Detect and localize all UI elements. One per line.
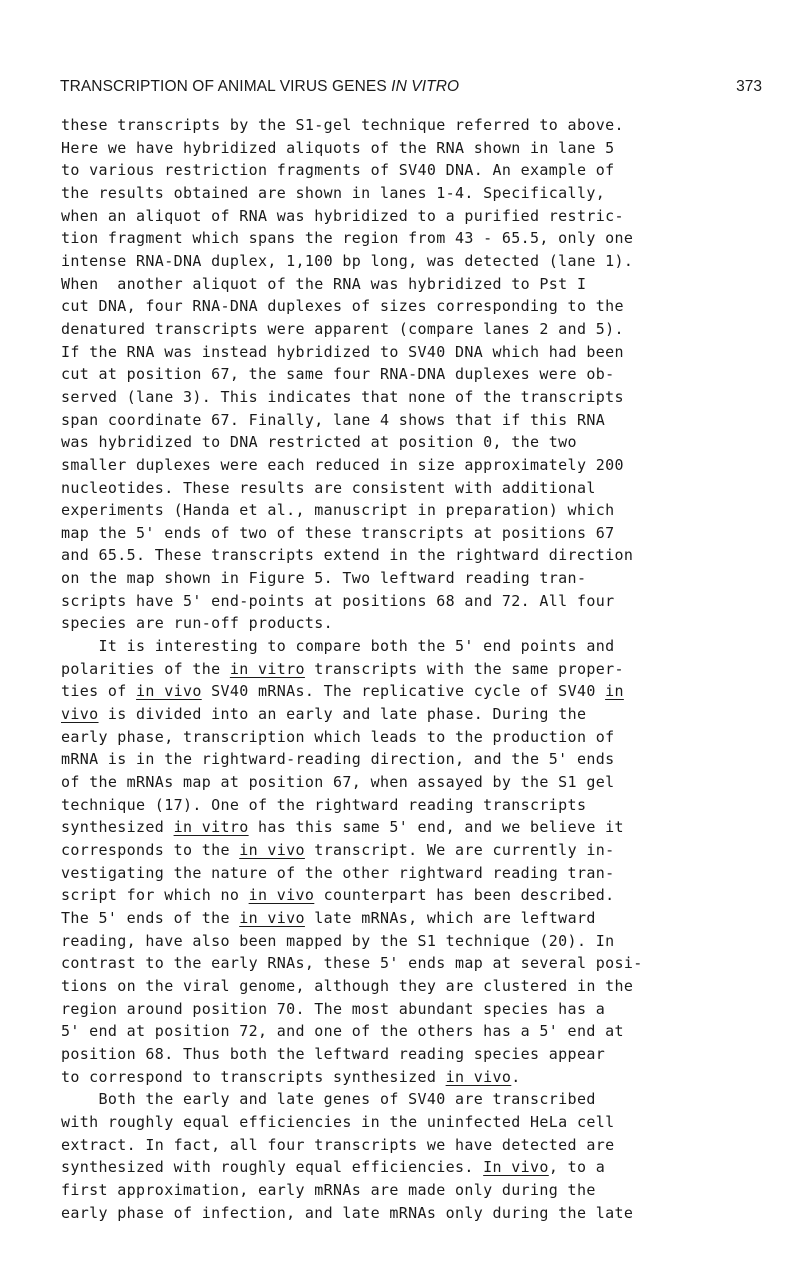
text-line <box>61 1088 771 1111</box>
text-segment: The 5' ends of the <box>61 908 240 927</box>
text-segment: to correspond to transcripts synthesized <box>61 1067 446 1086</box>
text-line <box>61 137 771 160</box>
text-segment: scripts have 5' end-points at positions 68 and 72. All four <box>61 591 615 610</box>
text-segment: tions on the viral genome, although they are clustered in the <box>61 976 634 995</box>
underlined-term: In vivo <box>483 1158 549 1177</box>
text-segment: script for which no <box>61 886 249 905</box>
text-segment: It is interesting to compare both the 5' end points and <box>61 637 615 656</box>
text-segment: 5' end at position 72, and one of the others has a 5' end at <box>61 1022 624 1041</box>
text-segment: early phase, transcription which leads to the production of <box>61 727 615 746</box>
text-line <box>61 1156 771 1179</box>
text-line <box>61 635 771 658</box>
body-text <box>61 114 771 1224</box>
text-segment: . <box>511 1067 521 1086</box>
running-title <box>60 78 459 96</box>
text-segment: transcripts with the same proper- <box>304 659 624 678</box>
text-line <box>61 386 771 409</box>
text-line <box>61 182 771 205</box>
text-segment: position 68. Thus both the leftward reading species appear <box>61 1044 606 1063</box>
text-line <box>61 952 771 975</box>
underlined-term: in <box>605 682 624 701</box>
text-line <box>61 295 771 318</box>
text-segment: has this same 5' end, and we believe it <box>248 818 624 837</box>
text-segment: and 65.5. These transcripts extend in the rightward direction <box>61 546 634 565</box>
text-line <box>61 499 771 522</box>
text-line <box>61 567 771 590</box>
text-segment: synthesized <box>61 818 174 837</box>
text-line <box>61 612 771 635</box>
running-title-italic: IN VITRO <box>391 78 460 95</box>
text-segment: the results obtained are shown in lanes 1-4. Specifically, <box>61 183 606 202</box>
text-segment: synthesized with roughly equal efficiencies. <box>61 1158 484 1177</box>
text-segment: was hybridized to DNA restricted at position 0, the two <box>61 433 577 452</box>
text-line <box>61 884 771 907</box>
text-segment: counterpart has been described. <box>314 886 615 905</box>
text-segment: denatured transcripts were apparent (compare lanes 2 and 5). <box>61 319 624 338</box>
page-number: 373 <box>736 78 762 95</box>
text-line <box>61 1111 771 1134</box>
running-title-main: TRANSCRIPTION OF ANIMAL VIRUS GENES <box>60 78 392 95</box>
text-line <box>61 748 771 771</box>
text-segment: If the RNA was instead hybridized to SV40 DNA which had been <box>61 342 624 361</box>
text-segment: intense RNA-DNA duplex, 1,100 bp long, was detected (lane 1). <box>61 251 634 270</box>
text-line <box>61 114 771 137</box>
text-line <box>61 1202 771 1225</box>
text-segment: Both the early and late genes of SV40 are transcribed <box>61 1090 596 1109</box>
text-segment: span coordinate 67. Finally, lane 4 shows that if this RNA <box>61 410 606 429</box>
text-segment: polarities of the <box>61 659 230 678</box>
text-segment: of the mRNAs map at position 67, when assayed by the S1 gel <box>61 773 615 792</box>
text-segment: reading, have also been mapped by the S1 technique (20). In <box>61 931 615 950</box>
text-line <box>61 726 771 749</box>
text-line <box>61 930 771 953</box>
underlined-term: in vitro <box>229 659 305 678</box>
text-segment: tion fragment which spans the region from 43 - 65.5, only one <box>61 229 634 248</box>
text-line <box>61 318 771 341</box>
text-segment: on the map shown in Figure 5. Two leftward reading tran- <box>61 569 587 588</box>
text-line <box>61 680 771 703</box>
text-line <box>61 363 771 386</box>
text-line <box>61 477 771 500</box>
text-line <box>61 522 771 545</box>
text-line <box>61 273 771 296</box>
text-segment: species are run-off products. <box>61 614 334 633</box>
text-segment: map the 5' ends of two of these transcripts at positions 67 <box>61 523 615 542</box>
text-line <box>61 1179 771 1202</box>
text-segment: When another aliquot of the RNA was hybridized to Pst I <box>61 274 587 293</box>
underlined-term: in vivo <box>248 886 315 905</box>
text-segment: vestigating the nature of the other rightward reading tran- <box>61 863 615 882</box>
text-segment: with roughly equal efficiencies in the uninfected HeLa cell <box>61 1112 615 1131</box>
text-line <box>61 703 771 726</box>
text-line <box>61 454 771 477</box>
text-line <box>61 544 771 567</box>
text-segment: cut at position 67, the same four RNA-DNA duplexes were ob- <box>61 365 615 384</box>
text-segment: to various restriction fragments of SV40 DNA. An example of <box>61 161 615 180</box>
text-line <box>61 431 771 454</box>
text-line <box>61 205 771 228</box>
text-segment: smaller duplexes were each reduced in size approximately 200 <box>61 455 624 474</box>
text-segment: region around position 70. The most abundant species has a <box>61 999 606 1018</box>
text-line <box>61 975 771 998</box>
text-line <box>61 1020 771 1043</box>
text-line <box>61 658 771 681</box>
text-line <box>61 1134 771 1157</box>
text-segment: mRNA is in the rightward-reading direction, and the 5' ends <box>61 750 615 769</box>
text-line <box>61 998 771 1021</box>
text-line <box>61 1066 771 1089</box>
text-line <box>61 341 771 364</box>
running-header <box>60 78 762 100</box>
text-segment: corresponds to the <box>61 841 240 859</box>
text-line <box>61 839 771 862</box>
text-segment: nucleotides. These results are consistent with additional <box>61 478 596 497</box>
text-segment: when an aliquot of RNA was hybridized to a purified restric- <box>61 206 624 225</box>
text-segment: these transcripts by the S1-gel technique referred to above. <box>61 116 624 134</box>
underlined-term: in vivo <box>136 682 202 701</box>
text-segment: , to a <box>548 1158 606 1177</box>
text-segment: transcript. We are currently in- <box>304 841 615 859</box>
text-segment: first approximation, early mRNAs are made only during the <box>61 1180 596 1199</box>
text-segment: early phase of infection, and late mRNAs only during the late <box>61 1203 634 1222</box>
text-segment: extract. In fact, all four transcripts we have detected are <box>61 1135 615 1154</box>
underlined-term: in vivo <box>445 1067 512 1086</box>
text-line <box>61 862 771 885</box>
text-line <box>61 771 771 794</box>
underlined-term: in vitro <box>173 818 249 837</box>
text-segment: is divided into an early and late phase. During the <box>98 705 587 724</box>
text-line <box>61 227 771 250</box>
text-segment: served (lane 3). This indicates that none of the transcripts <box>61 387 624 406</box>
text-line <box>61 159 771 182</box>
text-segment: cut DNA, four RNA-DNA duplexes of sizes corresponding to the <box>61 297 624 316</box>
underlined-term: vivo <box>61 705 99 724</box>
text-segment: ties of <box>61 682 137 701</box>
text-segment: technique (17). One of the rightward reading transcripts <box>61 795 587 814</box>
text-segment: contrast to the early RNAs, these 5' ends map at several posi- <box>61 954 643 973</box>
text-line <box>61 1043 771 1066</box>
underlined-term: in vivo <box>239 841 305 859</box>
text-line <box>61 907 771 930</box>
text-segment: late mRNAs, which are leftward <box>304 908 596 927</box>
text-line <box>61 409 771 432</box>
underlined-term: in vivo <box>239 908 305 927</box>
text-segment: Here we have hybridized aliquots of the RNA shown in lane 5 <box>61 138 615 157</box>
text-line <box>61 816 771 839</box>
text-segment: experiments (Handa et al., manuscript in preparation) which <box>61 501 615 520</box>
text-line <box>61 250 771 273</box>
text-line <box>61 794 771 817</box>
text-line <box>61 590 771 613</box>
text-segment: SV40 mRNAs. The replicative cycle of SV40 <box>201 682 606 701</box>
